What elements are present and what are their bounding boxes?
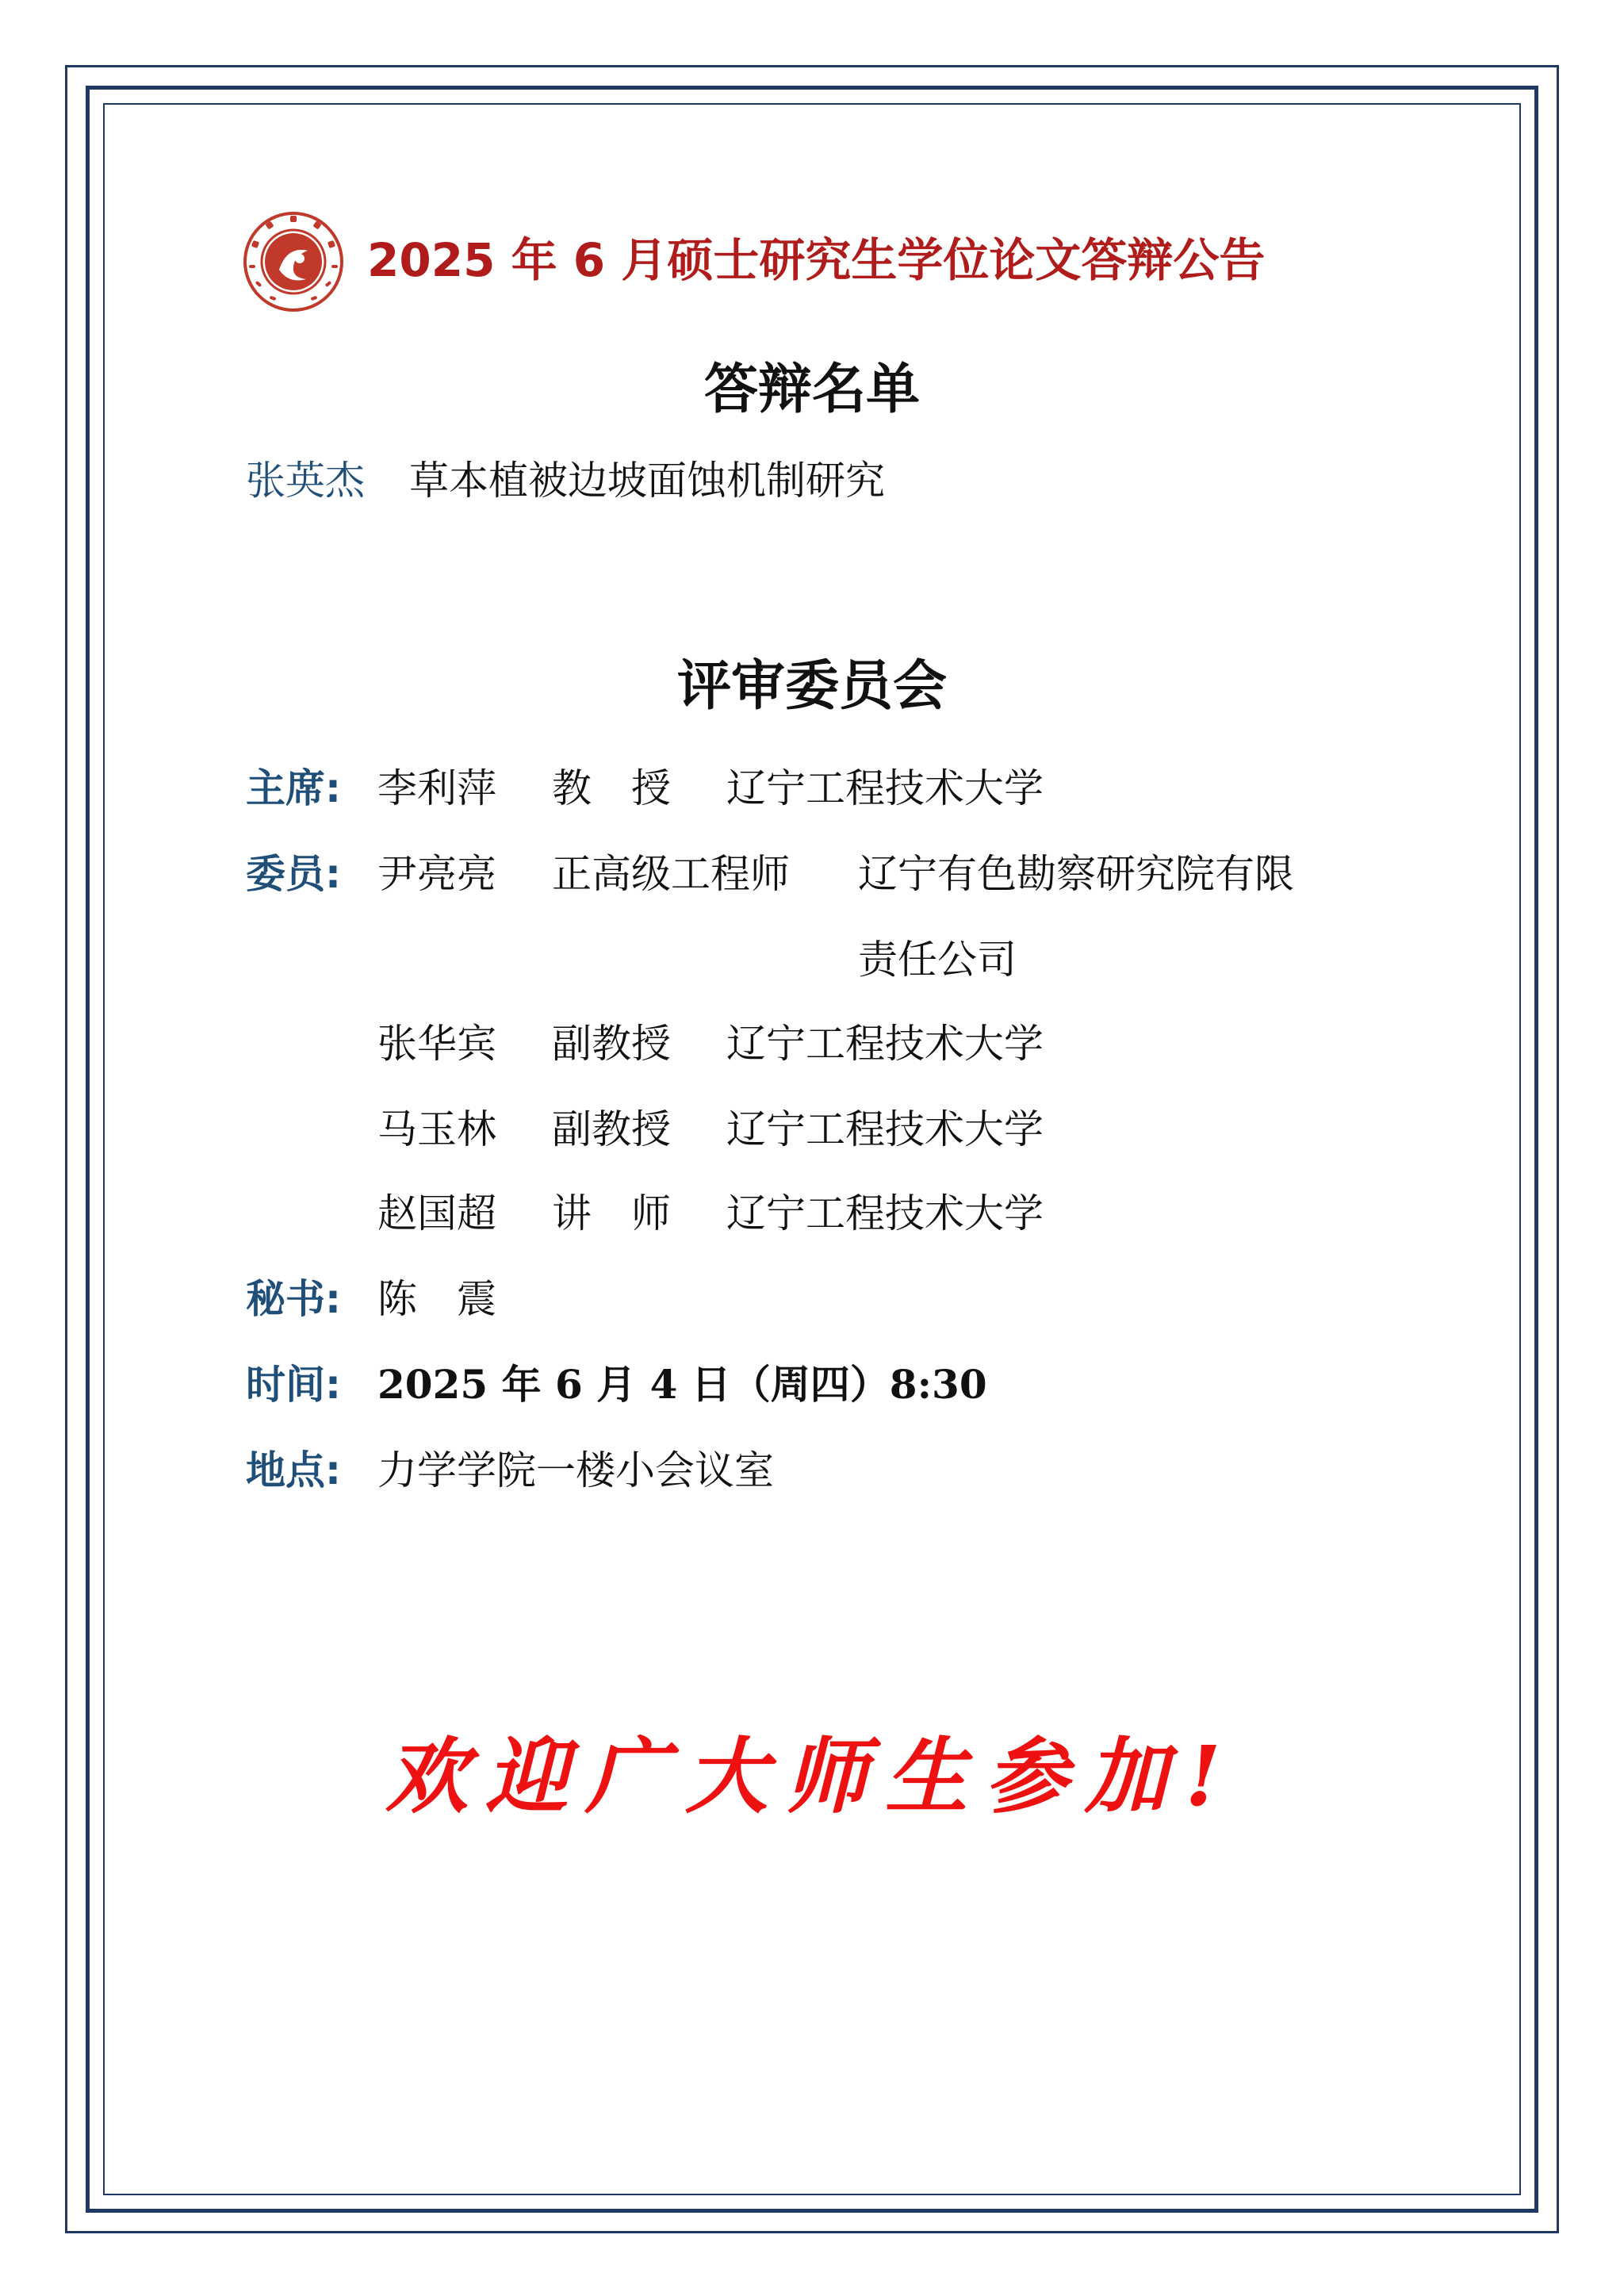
chair-title: 教 授 bbox=[552, 765, 671, 811]
member-title: 副教授 bbox=[552, 1021, 671, 1067]
chair-label: 主席: bbox=[246, 765, 341, 811]
chair-org: 辽宁工程技术大学 bbox=[726, 765, 1044, 811]
member-name: 赵国超 bbox=[377, 1190, 496, 1236]
time-label: 时间: bbox=[246, 1362, 341, 1408]
place-value: 力学学院一楼小会议室 bbox=[377, 1447, 774, 1493]
secretary-label: 秘书: bbox=[246, 1276, 341, 1322]
welcome-message: 欢迎广大师生参加! bbox=[385, 1727, 1239, 1825]
chair-name: 李利萍 bbox=[377, 765, 496, 811]
university-seal-icon bbox=[243, 211, 344, 312]
member-org-continued: 责任公司 bbox=[858, 937, 1017, 983]
member-org: 辽宁有色勘察研究院有限 bbox=[858, 851, 1294, 897]
secretary-name: 陈 震 bbox=[377, 1276, 496, 1322]
member-title: 讲 师 bbox=[552, 1190, 671, 1236]
time-value: 2025 年 6 月 4 日（周四）8:30 bbox=[377, 1361, 987, 1408]
announcement-title: 2025 年 6 月硕士研究生学位论文答辩公告 bbox=[367, 233, 1266, 287]
member-org: 辽宁工程技术大学 bbox=[726, 1190, 1044, 1236]
members-label: 委员: bbox=[246, 851, 341, 897]
member-org: 辽宁工程技术大学 bbox=[726, 1106, 1044, 1152]
candidate-name: 张英杰 bbox=[246, 458, 365, 504]
member-name: 张华宾 bbox=[377, 1021, 496, 1067]
place-label: 地点: bbox=[246, 1447, 341, 1493]
thesis-title: 草本植被边坡面蚀机制研究 bbox=[409, 458, 885, 504]
member-name: 马玉林 bbox=[377, 1106, 496, 1152]
defense-list-heading: 答辩名单 bbox=[703, 358, 920, 421]
committee-heading: 评审委员会 bbox=[676, 655, 947, 718]
member-title: 正高级工程师 bbox=[552, 851, 790, 897]
member-org: 辽宁工程技术大学 bbox=[726, 1021, 1044, 1067]
member-title: 副教授 bbox=[552, 1106, 671, 1152]
member-name: 尹亮亮 bbox=[377, 851, 496, 897]
